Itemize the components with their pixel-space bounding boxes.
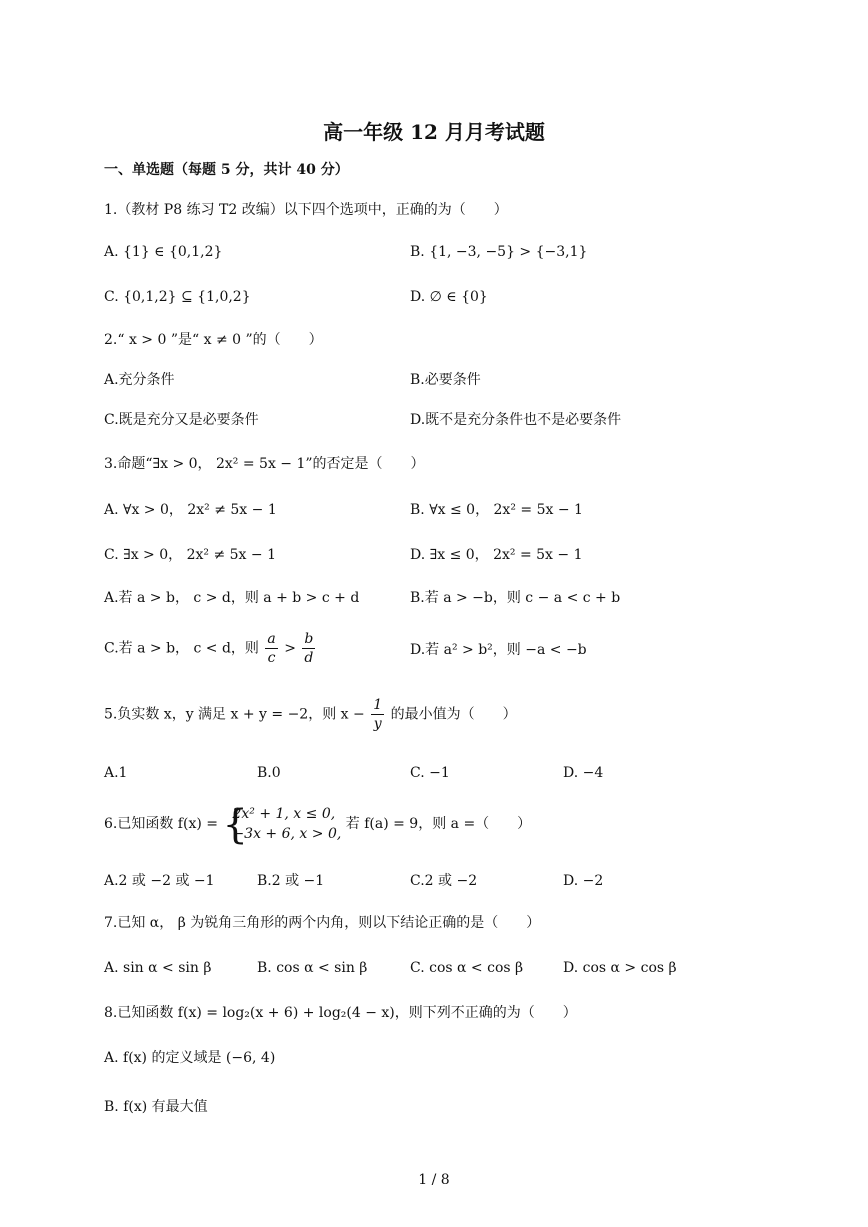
left-brace: { (222, 802, 248, 848)
question-2-option-c: C.既是充分又是必要条件 (104, 412, 259, 428)
question-7-option-b: B. cos α < sin β (257, 960, 368, 976)
question-1-option-d: D. ∅ ∈ {0} (410, 289, 488, 305)
question-7-stem: 7.已知 α， β 为锐角三角形的两个内角，则以下结论正确的是（ ） (104, 915, 541, 931)
question-4-option-d: D.若 a² > b²，则 −a < −b (410, 642, 587, 658)
fraction-denominator: y (373, 716, 382, 732)
question-2-option-d: D.既不是充分条件也不是必要条件 (410, 412, 622, 428)
question-1-option-c: C. {0,1,2} ⊆ {1,0,2} (104, 289, 251, 305)
question-5-option-c: C. −1 (410, 765, 450, 781)
question-4-option-c (104, 630, 317, 667)
question-1-stem: 1.（教材 P8 练习 T2 改编）以下四个选项中，正确的为（ ） (104, 202, 508, 218)
section-heading: 一、单选题（每题 5 分，共计 40 分） (104, 162, 349, 178)
page-number: 1 / 8 (418, 1172, 450, 1188)
fraction-numerator: 1 (373, 697, 383, 713)
piecewise-row-2: −3x + 6, x > 0, (232, 826, 342, 842)
page-title: 高一年级 12 月月考试题 (323, 120, 545, 144)
greater-than-sign: > (284, 640, 296, 657)
question-4-option-c-text: C.若 a > b， c < d，则 (104, 640, 259, 657)
question-3-option-d: D. ∃x ≤ 0， 2x² = 5x − 1 (410, 547, 583, 563)
question-5-option-a: A.1 (104, 765, 128, 781)
question-6-stem-pre: 6.已知函数 f(x) = (104, 816, 218, 832)
question-5-stem (104, 696, 517, 733)
fraction-a-over-c (265, 630, 277, 667)
question-6-option-b: B.2 或 −1 (257, 873, 325, 889)
question-6-stem-post: 若 f(a) = 9，则 a =（ ） (345, 816, 532, 832)
question-7-option-a: A. sin α < sin β (104, 960, 212, 976)
question-6-option-c: C.2 或 −2 (410, 873, 478, 889)
question-4-option-b: B.若 a > −b，则 c − a < c + b (410, 590, 621, 606)
question-3-option-a: A. ∀x > 0， 2x² ≠ 5x − 1 (104, 502, 277, 518)
question-6-option-d: D. −2 (563, 873, 604, 889)
question-5-stem-post: 的最小值为（ ） (390, 706, 517, 723)
fraction-denominator: c (267, 650, 276, 666)
question-5-option-b: B.0 (257, 765, 281, 781)
fraction-b-over-d (302, 630, 315, 667)
question-2-option-b: B.必要条件 (410, 372, 481, 388)
question-3-option-b: B. ∀x ≤ 0， 2x² = 5x − 1 (410, 502, 583, 518)
question-8-stem: 8.已知函数 f(x) = log₂(x + 6) + log₂(4 − x)，则下列不正确的为（ ） (104, 1005, 577, 1021)
question-5-stem-pre: 5.负实数 x，y 满足 x + y = −2，则 x − (104, 706, 365, 723)
fraction-1-over-y (371, 696, 384, 733)
fraction-denominator: d (304, 650, 314, 666)
question-6-stem (104, 802, 532, 848)
question-8-option-a: A. f(x) 的定义域是 (−6, 4) (104, 1050, 276, 1066)
question-4-option-a: A.若 a > b， c > d，则 a + b > c + d (104, 590, 360, 606)
fraction-numerator: b (304, 631, 314, 647)
question-1-option-a: A. {1} ∈ {0,1,2} (104, 244, 223, 260)
question-3-option-c: C. ∃x > 0， 2x² ≠ 5x − 1 (104, 547, 276, 563)
question-8-option-b: B. f(x) 有最大值 (104, 1099, 208, 1115)
question-3-stem: 3.命题“∃x > 0， 2x² = 5x − 1”的否定是（ ） (104, 456, 425, 472)
question-5-option-d: D. −4 (563, 765, 604, 781)
question-2-stem: 2.“ x > 0 ”是“ x ≠ 0 ”的（ ） (104, 332, 323, 348)
question-6-option-a: A.2 或 −2 或 −1 (104, 873, 215, 889)
question-1-option-b: B. {1, −3, −5} > {−3,1} (410, 244, 588, 260)
question-2-option-a: A.充分条件 (104, 372, 175, 388)
fraction-numerator: a (267, 631, 276, 647)
question-7-option-d: D. cos α > cos β (563, 960, 677, 976)
piecewise-function (222, 802, 342, 848)
question-7-option-c: C. cos α < cos β (410, 960, 524, 976)
piecewise-row-1: 2x² + 1, x ≤ 0, (232, 806, 336, 822)
